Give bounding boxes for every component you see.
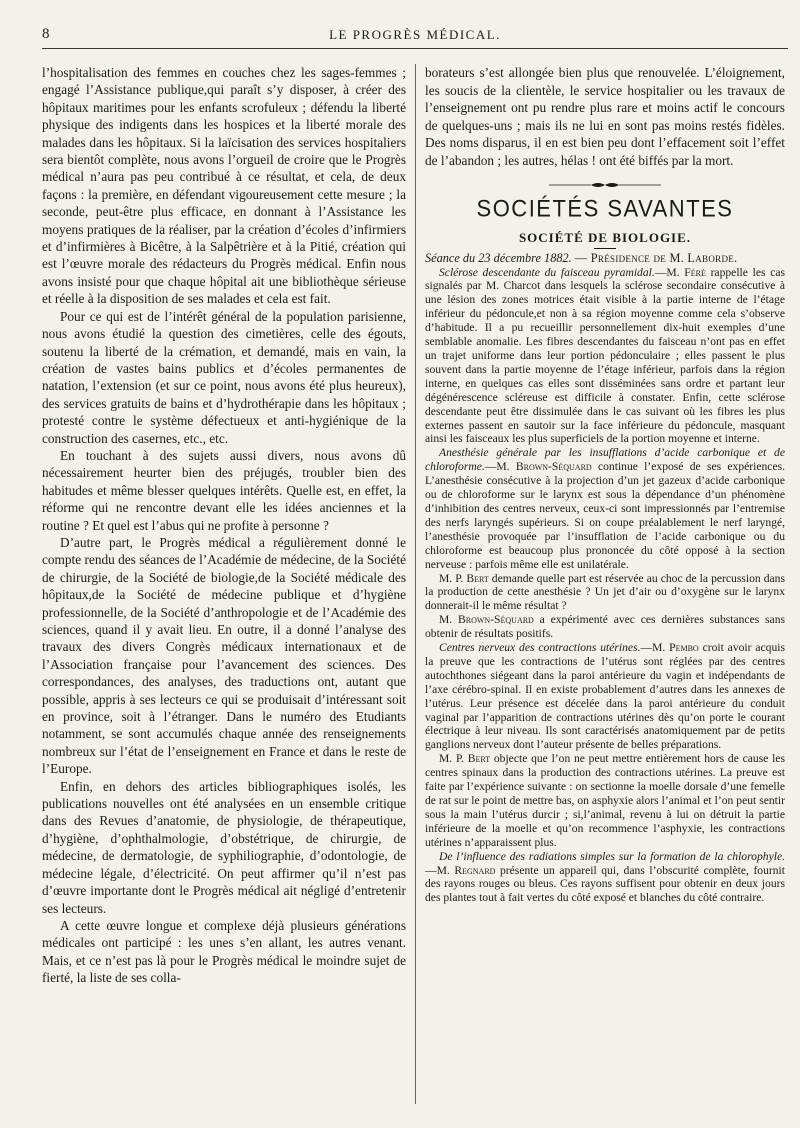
report-paragraph <box>425 446 785 571</box>
report-paragraph <box>425 266 785 447</box>
report-paragraph <box>425 752 785 849</box>
column-divider <box>415 64 416 1104</box>
report-author: —M. Regnard <box>425 863 496 877</box>
reports-list <box>425 266 785 906</box>
report-author: —M. Féré <box>654 265 706 279</box>
society-title: SOCIÉTÉ DE BIOLOGIE. <box>518 229 692 245</box>
report-text: croit avoir acquis la preuve que les contractions de l’utérus sont réglées par des centres autochthones siégeant dans la paroi antérieure du vagin et indépendants de l’axe cérébro-spinal. Il en existe probablement d’autres dans les annexes de l’utérus. Leur présence est décelée dans la paroi antérieure du conduit vaginal par l’apparition de contractions utérines dès qu’on porte le courant électrique à leur niveau. Ils sont caractérisés anatomiquement par de petits ganglions nerveux dont l’auteur présente de belles préparations. <box>425 641 785 752</box>
paragraph: l’hospitalisation des femmes en couches chez les sages-femmes ; engagé l’Assistance publique,qui paraît s’y disposer, à créer des hôpitaux maritimes pour les enfants scrofuleux ; défendu la liberté physique des indigents dans les hospices et la liberté morale des malades dans les hôpitaux. Si la laïcisation des services hospitaliers sera bientôt complète, nous avons l’orgueil de croire que le Progrès médical n’aura pas peu contribué à ce résultat, et cela, de deux façons : la première, en défendant vigoureusement cette mesure ; la seconde, peut-être plus efficace, en donnant à l’Assistance les moyens pratiques de la réaliser, par la création d’écoles d’infirmiers et d’infirmières à Bicêtre, à la Salpêtrière et à la Pitié, création qui est l’œuvre morale des rédacteurs du Progrès médical. Enfin nous avons insisté pour que chaque hôpital ait une bibliothèque sérieuse et réelle à la disposition de ses malades et cela est fait. <box>42 65 406 307</box>
report-author: —M. Brown-Séquard <box>484 460 592 474</box>
session-president: — Présidence de M. Laborde. <box>574 250 738 265</box>
paragraph: En touchant à des sujets aussi divers, nous avons dû nécessairement heurter bien des préjugés, troubler bien des habitudes et même blesser quelques intérêts. Quelle est, en effet, la réforme qui ne rencontre devant elle les idées anciennes et la routine ? Et quel est l’abus qui ne profite à personne ? <box>42 447 406 533</box>
paragraph: Pour ce qui est de l’intérêt général de la population parisienne, nous avons étudié la question des cimetières, celle des égouts, soutenu la liberté de la crémation, et demandé, mais en vain, la création de vastes bains publics et d’écoles permanentes de natation, l’extension (et sur ce point, nous avons été plus heureux), des services gratuits de bains et d’hydrothérapie dans les hôpitaux ; protesté contre le système défectueux et anti-hygiénique de la construction des casernes, etc., etc. <box>42 308 406 446</box>
session-line <box>425 251 785 266</box>
report-text: continue l’exposé de ses expériences. L’anesthésie consécutive à la projection d’un jet gazeux d’acide carbonique ou de chloroforme sur le larynx est sous la dépendance d’un phénomène d’inhibition des centres nerveux, ceux-ci sont impressionnés par l’entremise des nerfs laryngés supérieurs. Si on coupe préalablement le nerf laryngé, l’anesthésie provoquée par l’insufflation de l’acide carbonique ou du chloroforme est beaucoup plus prononcée du côté opposé à la section nerveuse : parfois même elle est unilatérale. <box>425 460 785 571</box>
page-number: 8 <box>42 26 50 42</box>
report-text: demande quelle part est réservée au choc de la percussion dans la production de cette anesthésie ? Un jet d’air ou d’oxygène sur le larynx donnerait-il le même résultat ? <box>425 571 785 613</box>
report-paragraph <box>425 613 785 641</box>
report-text: objecte que l’on ne peut mettre entièrement hors de cause les centres spinaux dans la production des contractions utérines. La preuve est faite par l’expérience suivante : on sectionne la moelle dorsale d’une femelle de rat sur le point de mettre bas, on asphyxie alors l’animal et l’on peut sentir sous la main l’utérus durcir ; si,l’animal, revenu à lui on détruit la partie inférieure de la moelle et qu’on recommence l’asphyxie, les contractions utérines n’apparaissent plus. <box>425 752 785 849</box>
report-paragraph <box>425 850 785 906</box>
report-text: rappelle les cas signalés par M. Charcot dans lesquels la sclérose secondaire consécutive à une lésion des zones motrices était visible à la partie interne de l’étage inférieur du pédoncule,et non à sa région moyenne comme cela s’observe d’habitude. Il a pu recueillir personnellement dix-huit exemples d’une semblable anomalie. Les fibres descendantes du faisceau n’ont pas en effet un trajet uniforme dans leur portion pédonculaire ; elles passent le plus souvent dans la partie moyenne de l’étage inférieur, parfois dans la région interne, en quelques cas elles sont disséminées sans ordre et partant leur dégénérescence scléreuse est difficile à constater. Enfin, cette sclérose descendante peut être dissimulée dans le cas suivant où les fibres les plus externes passent en sautoir sur la face inférieure du pédoncule, masquant ainsi les faisceaux les plus superficiels de la portion moyenne et interne. <box>425 265 785 446</box>
report-paragraph <box>425 641 785 752</box>
report-paragraph <box>425 572 785 614</box>
report-author: —M. Pembo <box>640 641 699 655</box>
session-date: Séance du 23 décembre 1882. <box>425 250 572 265</box>
paragraph: Enfin, en dehors des articles bibliographiques isolés, les publications nouvelles ont été analysées en un ensemble critique dans des Revues d’anatomie, de physiologie, de thérapeutique, d’hygiène, d’ophthalmologie, d’obstétrique, de chirurgie, de médecine, de dermatologie, de syphiliographie, d’odontologie, de médecine légale, d’électricité. On peut affirmer qu’il n’est pas d’œuvre importante dont le Progrès médical ait négligé d’entretenir ses lecteurs. <box>42 778 406 916</box>
report-author: M. P. Bert <box>439 752 491 766</box>
report-author: M. P. Bert <box>439 571 489 585</box>
report-author: M. Brown-Séquard <box>439 613 534 627</box>
report-text: présente un appareil qui, dans l’obscurité complète, fournit des rayons rouges ou bleus. Ces rayons suffisent pour obtenir en deux jours des plantes tout à fait vertes du côté exposé et blanches du côté contraire. <box>425 863 785 905</box>
report-text: a expérimenté avec ces dernières substances sans obtenir de résultats positifs. <box>425 613 785 641</box>
report-topic: Centres nerveux des contractions utérines. <box>439 641 641 655</box>
report-topic: De l’influence des radiations simples sur la formation de la chlorophyle. <box>439 849 785 863</box>
report-topic: Sclérose descendante du faisceau pyramidal. <box>439 265 655 279</box>
paragraph: D’autre part, le Progrès médical a régulièrement donné le compte rendu des séances de l’Académie de médecine, de la Société de chirurgie, de la Société de biologie,de la Société médicale des hôpitaux,de la Société de médecine publique et d’hygiène professionnelle, de la Société d’anthropologie et de l’Académie des sciences, quand il y avait lieu. En outre, il a donné l’analyse des travaux des divers Congrès médicaux internationaux et de l’Association française pour l’avancement des sciences. Des correspondances, des analyses, des traductions ont, autant que possible, appris à ses lecteurs ce qui se produisait d’intéressant soit en province, soit à l’étranger. Dans le numéro des Etudiants notamment, se sont accumulés chaque année des renseignements nombreux sur l’état de l’enseignement en France et dans le reste de l’Europe. <box>42 534 406 777</box>
section-title: SOCIÉTÉS SAVANTES <box>476 194 734 222</box>
report-topic: Anesthésie générale par les insufflations d’acide carbonique et de chloroforme. <box>425 446 785 474</box>
running-title: LE PROGRÈS MÉDICAL. <box>329 27 501 42</box>
page-header <box>42 26 788 49</box>
ornament-divider-icon <box>425 180 785 190</box>
short-rule <box>594 248 616 249</box>
left-column <box>42 64 406 1120</box>
paragraph: borateurs s’est allongée bien plus que renouvelée. L’éloignement, les soucis de la clientèle, le service hospitalier ou les travaux de l’enseignement ont pu rendre plus rare et moins actif le concours de quelques-uns ; mais ils ne lui en sont pas moins restés fidèles. Des noms disparus, il en est bien peu dont l’effacement soit l’effet de l’abandon ; les autres, hélas ! ont été biffés par la mort. <box>425 65 785 168</box>
paragraph: A cette œuvre longue et complexe déjà plusieurs générations médicales ont participé : les unes s’en allant, les autres venant. Mais, et ce n’est pas là pour le Progrès médical le moindre sujet de fierté, la liste de ses colla- <box>42 917 406 986</box>
right-column <box>425 64 785 1120</box>
